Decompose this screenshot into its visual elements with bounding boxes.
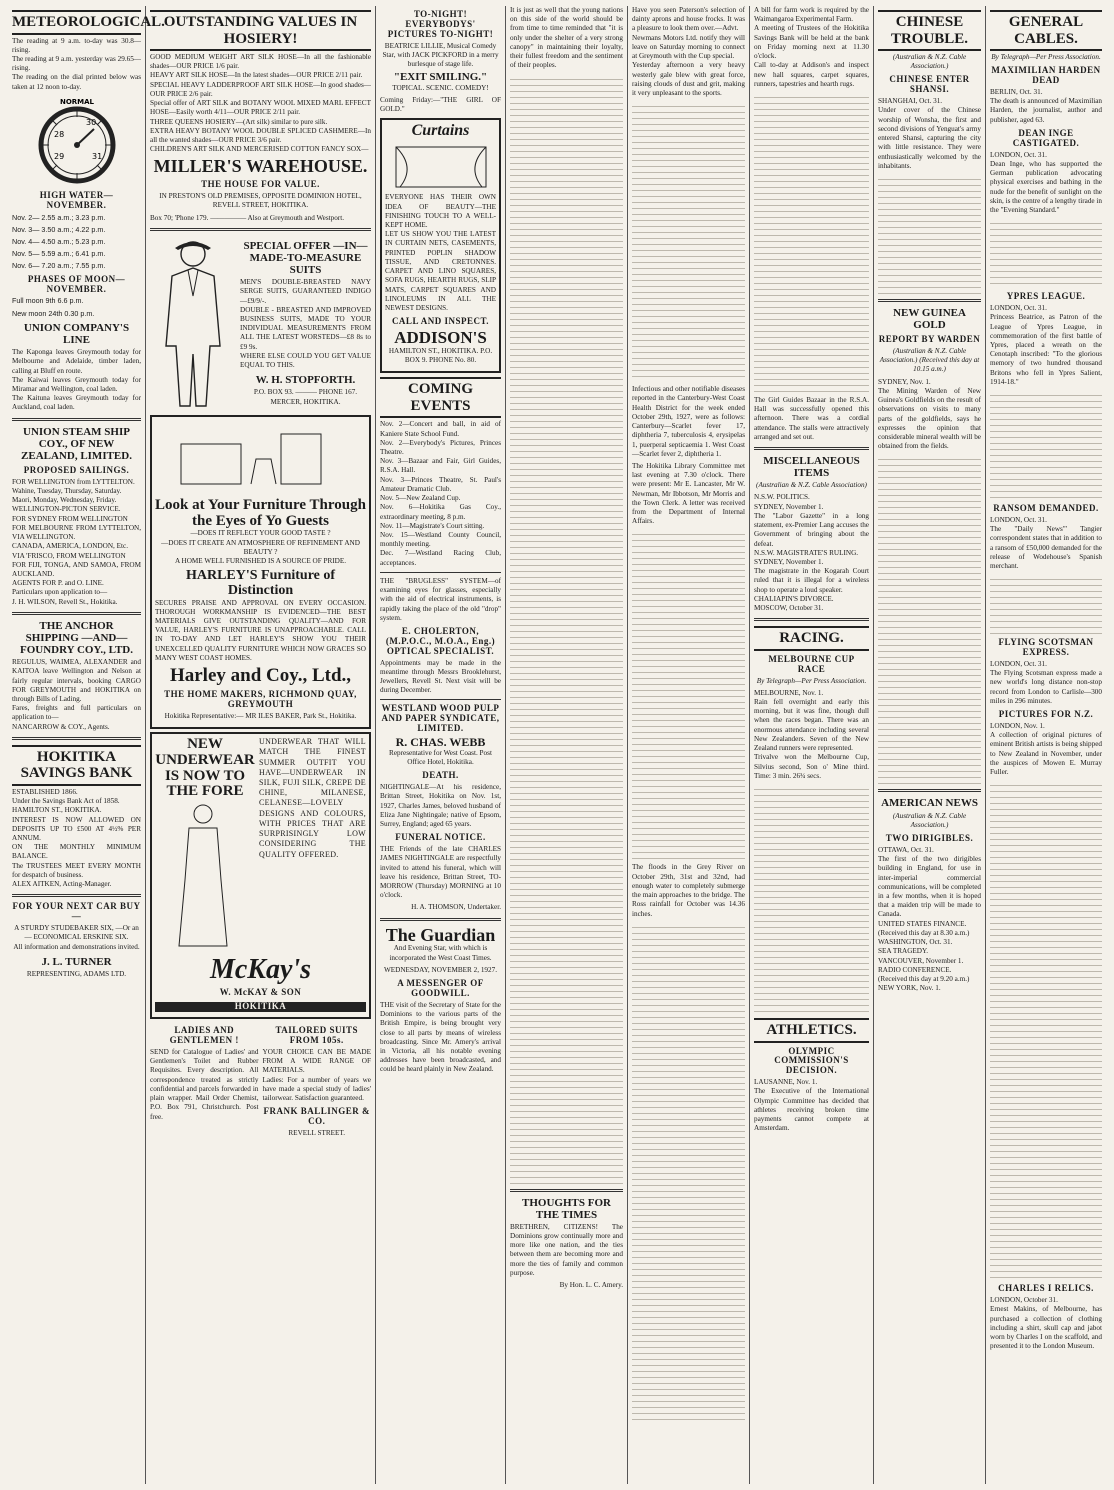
health-report-text: Infectious and other notifiable diseases reported in the Canterbury-West Coast Health District for the week ended October 29th, 1927, were as follows: Canterbury—Scarlet fever 17, diphtheria 7, tuberculosis 4, erysipelas 1, puerperal septicaemia 1. West Coast—Scarlet fever 2, diphtheria 1.: [632, 385, 745, 458]
optician-name: E. CHOLERTON, (M.P.O.C., M.O.A., Eng.) OPTICAL SPECIALIST.: [385, 625, 496, 656]
news-filler: [990, 574, 1102, 634]
news-filler: [990, 780, 1102, 1280]
american-text: OTTAWA, Oct. 31. The first of the two dirigibles building in England, for use in inter-imperial commercial communications, will be completed in a few months, when it is hoped that a maiden trip will be made to Canada. UNITED STATES FINANCE. (Received this day at 8.30 a.m.) WASHINGTON, Oct. 31. SEA TRAGEDY. VANCOUVER, November 1. RADIO CONFERENCE. (Received this day at 9.20 a.m.) NEW YORK, Nov. 1.: [878, 845, 981, 993]
coming-friday: Coming Friday:—"THE GIRL OF GOLD.": [380, 96, 501, 114]
athletics-text: LAUSANNE, Nov. 1. The Executive of the International Olympic Committee has decided that athletes receiving broken time payments cannot compete at Amsterdam.: [754, 1078, 869, 1133]
general-cables-title: GENERAL CABLES.: [990, 10, 1102, 51]
furniture-headline: Look at Your Furniture Through the Eyes of Yo Guests: [155, 496, 366, 529]
tailored-title: TAILORED SUITS FROM 105s.: [275, 1025, 359, 1046]
underwear-ad: [150, 732, 371, 1019]
general-cables-sub: By Telegraph—Per Press Association.: [991, 53, 1101, 61]
column-2: [146, 6, 376, 1484]
column-1: [8, 6, 165, 1484]
barometer-dial-icon: [22, 95, 132, 187]
high-water-title: HIGH WATER—NOVEMBER.: [39, 189, 114, 210]
high-water-row: Nov. 4— 4.50 a.m.; 5.23 p.m.: [12, 237, 106, 247]
divider: [754, 447, 869, 450]
column-6: [750, 6, 874, 1484]
goodwill-title: A MESSENGER OF GOODWILL.: [397, 978, 484, 999]
mckay-town: HOKITIKA: [155, 1002, 366, 1012]
floods-text: The floods in the Grey River on October 29th, 31st and 32nd, had enough water to completely submerge the main approaches to the bridge. The Ross rainfall for October was 14.36 inches.: [632, 863, 745, 918]
tailored-text: YOUR CHOICE CAN BE MADE FROM A WIDE RANGE OF MATERIALS. Ladies: For a number of years we have made a special study of ladies' tailorwear. Satisfaction guaranteed.: [262, 1048, 371, 1103]
exit-sub: TOPICAL. SCENIC. COMEDY!: [392, 83, 489, 92]
ransom-text: LONDON, Oct. 31. The "Daily News'" Tangier correspondent states that in addition to a ransom of £50,000 demanded for the release of Wodehouse's Spanish merchant.: [990, 515, 1102, 571]
high-water-row: Nov. 5— 5.59 a.m.; 6.41 p.m.: [12, 249, 106, 259]
harley-name: Harley and Coy., Ltd.,: [169, 665, 352, 687]
miller-warehouse: MILLER'S WAREHOUSE.: [153, 156, 368, 177]
new-guinea-cable: (Australian & N.Z. Cable Association.) (Received this day at 10.15 a.m.): [879, 347, 980, 374]
news-filler: [632, 922, 745, 1422]
optician-text: Appointments may be made in the meantime through Messrs Brooklehurst, Jewellers, Revell St. Next visit will be during December.: [380, 658, 501, 695]
guardian-date: WEDNESDAY, NOVEMBER 2, 1927.: [383, 965, 497, 974]
westland-title: WESTLAND WOOD PULP AND PAPER SYNDICATE, LIMITED.: [381, 703, 500, 734]
news-filler: [754, 784, 869, 1014]
divider: [12, 418, 141, 421]
news-filler: [878, 454, 981, 784]
ballinger-name: FRANK BALLINGER & CO.: [263, 1106, 370, 1127]
news-filler: [878, 174, 981, 294]
ladies-text: SEND for Catalogue of Ladies' and Gentlemen's Toilet and Rubber Requisites. Every description. All correspondence treated as strictly confidential and parcels forwarded in plain wrapper. Mail Order Chemist, P.O. Box 791, Christchurch. Post free.: [150, 1048, 259, 1121]
death-text: NIGHTINGALE—At his residence, Brittan Street, Hokitika on Nov. 1st, 1927, Charles James, beloved husband of Eliza Jane Nightingale; native of Epsom, Surrey, England; aged 65 years.: [380, 783, 501, 828]
addison-curtains-ad: [380, 118, 501, 374]
divider: [12, 894, 141, 897]
addison-name: ADDISON'S: [394, 328, 487, 348]
newspaper-page: [8, 6, 1106, 1484]
dial-number: 28: [53, 129, 64, 139]
savings-bank-title: HOKITIKA SAVINGS BANK: [12, 745, 141, 786]
webb-name: R. CHAS. WEBB: [395, 735, 486, 750]
column-4: [506, 6, 628, 1484]
pictures-nz-text: LONDON, Nov. 1. A collection of original pictures of eminent British artists is being shipped to New Zealand in November, under the auspices of Mowen E. Murray Fuller.: [990, 722, 1102, 777]
furniture-questions: —DOES IT REFLECT YOUR GOOD TASTE ? —DOES IT CREATE AN ATMOSPHERE OF REFINEMENT AND BEAUTY ? A HOME WELL FURNISHED IS A SOURCE OF PRIDE.: [161, 529, 360, 565]
chinese-trouble-title: CHINESE TROUBLE.: [878, 10, 981, 51]
divider: [510, 1189, 623, 1192]
editorial-filler: [510, 74, 623, 1184]
addison-sub: HAMILTON ST., HOKITIKA. P.O. BOX 9. PHONE No. 80.: [388, 346, 493, 365]
divider: [878, 299, 981, 302]
guardian-sub: And Evening Star, with which is incorporated the West Coast Times.: [389, 944, 492, 962]
divider: [380, 699, 501, 700]
thoughts-text: BRETHREN, CITIZENS! The Dominions grow continually more and more like one nation, and the ties between them are becoming more and more the ties of family and common purpose.: [510, 1222, 623, 1277]
thoughts-title: THOUGHTS FOR THE TIMES: [522, 1196, 611, 1221]
special-offer-title: SPECIAL OFFER —IN— MADE-TO-MEASURE SUITS: [243, 239, 368, 277]
inge-head: DEAN INGE CASTIGATED.: [1012, 127, 1080, 148]
ladies-title: LADIES AND GENTLEMEN !: [169, 1025, 239, 1046]
local-items-text: A bill for farm work is required by the Waimangaroa Experimental Farm. A meeting of Trustees of the Hokitika Savings Bank will be held at the bank on Friday morning next at 11.30 o'clock. Call to-day at Addison's and inspect new hall squares, carpet squares, runners, tapestries and hearth rugs.: [754, 6, 869, 88]
thoughts-author: By Hon. L. C. Amery.: [559, 1281, 623, 1290]
proposed-sailings: PROPOSED SAILINGS.: [23, 464, 130, 475]
car-ad-title: FOR YOUR NEXT CAR BUY—: [12, 901, 141, 922]
divider: [12, 737, 141, 740]
chinese-sub: (Australian & N.Z. Cable Association.): [892, 53, 967, 71]
mckay-sub: W. McKAY & SON: [219, 987, 302, 998]
new-guinea-title: NEW GUINEA GOLD: [893, 306, 966, 332]
athletics-sub: OLYMPIC COMMISSION'S DECISION.: [774, 1045, 849, 1076]
news-filler: [990, 218, 1102, 288]
divider: [150, 228, 371, 231]
ypres-text: LONDON, Oct. 31. Princess Beatrice, as Patron of the League of Ypres League, in commemoration of the first battle of Ypres, placed a wreath on the Cenotaph inscribed: "To the glorious memory of two hundred thousand Britons who fell in Ypres Salient, 1914-18.": [990, 304, 1102, 386]
ransom-head: RANSOM DEMANDED.: [993, 503, 1099, 514]
death-title: DEATH.: [422, 770, 459, 781]
chinese-text: SHANGHAI, Oct. 31. Under cover of the Chinese worship of Wonsha, the first and second divisions of Yenguat's army entered Shansi, capturing the city with little resistance. They were enthusiastically welcomed by the inhabitants.: [878, 97, 981, 170]
harley-distinction: HARLEY'S Furniture of Distinction: [185, 568, 336, 598]
car-ad-text: A STURDY STUDEBAKER SIX, —Or an— ECONOMICAL ERSKINE SIX. All information and demonstrations invited.: [13, 924, 140, 951]
athletics-title: ATHLETICS.: [754, 1018, 869, 1043]
anchor-shipping-text: REGULUS, WAIMEA, ALEXANDER and KAITOA leave Wellington and Nelson at fairly regular intervals, booking CARGO FOR GREYMOUTH and HOKITIKA on through Bills of Lading. Fares, freights and full particulars on application to— NANCARROW & COY., Agents.: [12, 658, 141, 731]
dial-number: 29: [53, 151, 64, 161]
column-3: [376, 6, 506, 1484]
brugless-text: THE "BRUGLESS" SYSTEM—of examining eyes for glasses, especially with the aid of electrical instruments, is rapidly taking the place of the old "drop" system.: [380, 576, 501, 622]
library-text: The Hokitika Library Committee met last evening at 7.30 o'clock. There were present: Mr E. Lancaster, Mr W. Newman, Mr Ibbotson, Mr Morris and the Town Clerk. A letter was received from the Department of Internal Affairs.: [632, 461, 745, 526]
meteorological-text: The reading at 9 a.m. to-day was 30.8—rising. The reading at 9 a.m. yesterday was 29.65—rising. The reading on the dial printed below was taken at 12 noon to-day.: [12, 36, 141, 91]
funeral-title: FUNERAL NOTICE.: [395, 832, 486, 843]
underwear-text: UNDERWEAR THAT WILL MATCH THE FINEST SUMMER OUTFIT YOU HAVE—UNDERWEAR IN SILK, FUJI SILK, CREPE DE CHINE, MILANESE, CELANESE—LOVELY DESIGNS AND COLOURS, WITH PRICES THAT ARE SURPRISINGLY LOW CONSIDERING THE QUALITY OFFERED.: [259, 737, 366, 859]
funeral-text: THE Friends of the late CHARLES JAMES NIGHTINGALE are respectfully invited to attend his funeral, which will leave his residence, Brittan Street, TO-MORROW (Thursday) MORNING at 10 o'clock.: [380, 845, 501, 900]
harden-head: MAXIMILIAN HARDEN DEAD: [991, 65, 1101, 86]
scotsman-text: LONDON, Oct. 31. The Flying Scotsman express made a new world's long distance non-stop record from London to Carlisle—300 miles in 296 minutes.: [990, 660, 1102, 705]
ballinger-sub: REVELL STREET.: [288, 1129, 346, 1138]
racing-sub: MELBOURNE CUP RACE: [768, 653, 855, 674]
harley-rep: Hokitika Representative:— MR ILES BAKER, Park St., Hokitika.: [164, 711, 357, 720]
anchor-shipping-title: THE ANCHOR SHIPPING —AND— FOUNDRY COY., LTD.: [20, 619, 133, 657]
news-filler: [632, 101, 745, 381]
savings-bank-text: ESTABLISHED 1866. Under the Savings Bank Act of 1858. HAMILTON ST., HOKITIKA. INTEREST IS NOW ALLOWED ON DEPOSITS UP TO £500 AT 4½% PER ANNUM. ON THE MONTHLY MINIMUM BALANCE. The TRUSTEES MEET EVERY MONTH for despatch of business. ALEX AITKEN, Acting-Manager.: [12, 787, 141, 889]
racing-text: MELBOURNE, Nov. 1. Rain fell overnight and early this morning, but it was fine, though dull when the races began. There was an enormous attendance including several New Zealanders. Seven of the New Zealand runners were represented. Trivalve won the Melbourne Cup, Silvius second, Son o' Mine third. Time: 3 min. 26¾ secs.: [754, 688, 869, 780]
misc-items-text: N.S.W. POLITICS. SYDNEY, November 1. The "Labor Gazette" in a long statement, ex-Premier Lang accuses the Government of bringing about the defeat. N.S.W. MAGISTRATE'S RULING. SYDNEY, November 1. The magistrate in the Kogarah Court ruled that it is illegal for a wireless shop to operate a loud speaker. CHALIAPIN'S DIVORCE. MOSCOW, October 31.: [754, 493, 869, 613]
new-guinea-text: SYDNEY, Nov. 1. The Mining Warden of New Guinea's Goldfields on the result of observations on visits to many parts of the goldfields, says he expresses the opinion that considerable mineral wealth will be obtained from the fields.: [878, 377, 981, 451]
harden-text: BERLIN, Oct. 31. The death is announced of Maximilian Harden, the journalist, author and publisher, aged 63.: [990, 88, 1102, 124]
webb-sub: Representative for West Coast. Post Office Hotel, Hokitika.: [389, 748, 492, 766]
high-water-row: Nov. 3— 3.50 a.m.; 4.22 p.m.: [12, 224, 106, 234]
divider: [878, 789, 981, 792]
moon-phase-row: New moon 24th 0.30 p.m.: [12, 308, 95, 318]
divider: [754, 618, 869, 621]
stopforth-sub: P.O. BOX 93. ——— PHONE 167. MERCER, HOKITIKA.: [253, 388, 358, 406]
local-news-text: Have you seen Paterson's selection of dainty aprons and house frocks. It was a pleasure to look them over.—Advt. Newmans Motors Ltd. notify they will leave on Saturday morning to connect at Greymouth with the Cup special. Yesterday afternoon a very heavy westerly gale blew with great force, raising clouds of dust and grit, making it very unpleasant to the sports.: [632, 6, 745, 97]
divider: [380, 572, 501, 573]
hosiery-title: OUTSTANDING VALUES IN HOSIERY!: [150, 10, 371, 51]
lingerie-illustration-icon: [155, 800, 251, 950]
underwear-headline: NEW UNDERWEAR IS NOW TO THE FORE: [155, 736, 255, 800]
misc-items-title: MISCELLANEOUS ITEMS: [763, 455, 860, 480]
divider: [380, 918, 501, 921]
pictures-text: BEATRICE LILLIE, Musical Comedy Star, with JACK PICKFORD in a merry burlesque of stage life.: [382, 41, 499, 69]
furniture-illustration-icon: [161, 424, 361, 494]
column-8: [986, 6, 1106, 1484]
new-guinea-sub: REPORT BY WARDEN: [878, 334, 981, 345]
harley-furniture-ad: [150, 415, 371, 729]
stopforth-name: W. H. STOPFORTH.: [255, 374, 356, 387]
miller-address: IN PRESTON'S OLD PREMISES, OPPOSITE DOMINION HOTEL, REVELL STREET, HOKITIKA.: [159, 192, 362, 210]
hosiery-text: GOOD MEDIUM WEIGHT ART SILK HOSE—In all the fashionable shades—OUR PRICE 1/6 pair. HEAVY ART SILK HOSE—In the latest shades—OUR PRICE 2/11 pair. SPECIAL HEAVY LADDERPROOF ART SILK HOSE—In good shades—OUR PRICE 2/6 pair. Special offer of ART SILK and BOTANY WOOL MIXED MARL EFFECT HOSE—Easily worth 4/11—OUR PRICE 2/11 pair. THREE QUEENS HOSIERY—(Art silk) similar to pure silk. EXTRA HEAVY BOTANY WOOL DOUBLE SPLICED CASHMERE—In all the wanted shades—OUR PRICE 3/6 pair. CHILDREN'S ART SILK AND MERCERISED COTTON FANCY SOX—: [150, 53, 371, 154]
turner-sub: REPRESENTING, ADAMS LTD.: [26, 969, 127, 978]
news-filler: [632, 529, 745, 859]
curtain-illustration-icon: [386, 143, 496, 189]
racing-by: By Telegraph—Per Press Association.: [756, 676, 867, 685]
suit-man-illustration-icon: [150, 236, 236, 412]
high-water-row: Nov. 6— 7.20 a.m.; 7.55 p.m.: [12, 261, 106, 271]
ypres-head: YPRES LEAGUE.: [1006, 291, 1086, 302]
curtains-text: EVERYONE HAS THEIR OWN IDEA OF BEAUTY—THE FINISHING TOUCH TO A WELL-KEPT HOME. LET US SHOW YOU THE LATEST IN CURTAIN NETS, CASEMENTS, PRINTED POPLIN SHADOW TISSUE, AND CRETONNES. CARPET AND LINO SQUARES, SOFA RUGS, HEARTH RUGS, SLIP MATS, CARPET SQUARES AND LINOLEUMS IN ALL THE NEWEST DESIGNS.: [385, 193, 496, 312]
meteorological-title: METEOROLOGICAL.: [12, 10, 141, 35]
special-offer-text: MEN'S DOUBLE-BREASTED NAVY SERGE SUITS, GUARANTEED INDIGO—£9/9/-. DOUBLE - BREASTED AND IMPROVED BUSINESS SUITS, MADE TO YOUR INDIVIDUAL MEASUREMENTS FROM ALL THE LATEST WORSTEDS—£8 8s to £9 9s. WHERE ELSE COULD YOU GET VALUE EQUAL TO THIS.: [240, 278, 371, 370]
coming-events-text: Nov. 2—Concert and ball, in aid of Kaniere State School Fund. Nov. 2—Everybody's Pictures, Princes Theatre. Nov. 3—Bazaar and Fair, Girl Guides, R.S.A. Hall. Nov. 3—Princes Theatre, St. Paul's Amateur Dramatic Club. Nov. 5—New Zealand Cup. Nov. 6—Hokitika Gas Coy., extraordinary meeting, 8 p.m. Nov. 11—Magistrate's Court sitting. Nov. 15—Westland County Council, monthly meeting. Dec. 7—Westland Racing Club, acceptances.: [380, 420, 501, 567]
union-line-text: The Kaponga leaves Greymouth today for Melbourne and Adelaide, timber laden, calling at Bluff en route. The Kaiwai leaves Greymouth today for Miramar and Wellington, coal laden. The Kaituna leaves Greymouth today for Auckland, coal laden.: [12, 348, 141, 412]
dial-number: 31: [91, 151, 102, 161]
inge-text: LONDON, Oct. 31. Dean Inge, who has supported the German publication advocating physical exercises and bathing in the nude for the benefit of sunlight on the skin, is the centre of a lengthy tirade in the "Evening Standard.": [990, 150, 1102, 214]
editorial-text: It is just as well that the young nations on this side of the world should be from time to time reminded that "it is only under the shelter of a very strong canopy" in maintaining their loyalty, their fullest freedom and the sentiment of their peoples.: [510, 6, 623, 70]
mckay-logo: McKay's: [209, 954, 312, 986]
misc-items-sub: (Australian & N.Z. Cable Association): [756, 481, 867, 490]
relics-head: CHARLES I RELICS.: [998, 1283, 1094, 1294]
coming-events-title: COMING EVENTS: [380, 377, 501, 418]
moon-phases-title: PHASES OF MOON—NOVEMBER.: [27, 273, 126, 294]
union-line-title: UNION COMPANY'S LINE: [23, 321, 130, 346]
column-5: [628, 6, 750, 1484]
racing-title: RACING.: [754, 626, 869, 651]
american-head: TWO DIRIGIBLES.: [885, 832, 974, 843]
american-sub: (Australian & N.Z. Cable Association.): [892, 811, 967, 829]
chinese-head: CHINESE ENTER SHANSI.: [889, 74, 970, 95]
exit-smiling: "EXIT SMILING.": [393, 71, 488, 84]
guardian-masthead: The Guardian: [385, 924, 496, 945]
harley-text: SECURES PRAISE AND APPROVAL ON EVERY OCCASION. THOROUGH WORKMANSHIP IS EVIDENCED—THE BEST MATERIALS GIVE OUTSTANDING QUALITY—AND FOR VALUE, HARLEY'S FURNITURE IS UNAPPROACHABLE. CALL IN TO-DAY AND LET HARLEY'S SHOW YOU THEIR UNEXCELLED QUALITY FURNITURE WHICH NOW GRACES SO MANY WEST COAST HOMES.: [155, 598, 366, 662]
turner-name: J. L. TURNER: [41, 955, 112, 968]
news-filler: [990, 390, 1102, 500]
dial-label: NORMAL: [59, 97, 94, 106]
pictures-header: TO-NIGHT! EVERYBODYS' PICTURES TO-NIGHT!: [387, 9, 494, 39]
high-water-row: Nov. 2— 2.55 a.m.; 3.23 p.m.: [12, 212, 106, 222]
dial-number: 30: [85, 117, 96, 127]
goodwill-text: THE visit of the Secretary of State for the Dominions to the various parts of the British Empire, is being brought very close to all parts by means of wireless broadcasting. Since Mr. Amery's arrival in Victoria, all his notable evening addresses have been broadcasted, and could be heard plainly in New Zealand.: [380, 1000, 501, 1074]
bazaar-text: The Girl Guides Bazaar in the R.S.A. Hall was successfully opened this afternoon. There was a cordial attendance. The stalls were attractively arranged and set out.: [754, 395, 869, 441]
scotsman-head: FLYING SCOTSMAN EXPRESS.: [998, 637, 1094, 658]
relics-text: LONDON, October 31. Ernest Makins, of Melbourne, has purchased a collection of clothing including a shirt, skull cap and jabot worn by Charles I on the scaffold, and presented it to the London Museum.: [990, 1296, 1102, 1351]
american-news-title: AMERICAN NEWS: [881, 797, 978, 810]
moon-phase-row: Full moon 9th 6.6 p.m.: [12, 296, 84, 306]
column-7: [874, 6, 986, 1484]
pictures-nz-head: PICTURES FOR N.Z.: [998, 709, 1094, 720]
union-steam-ship-title: UNION STEAM SHIP COY., OF NEW ZEALAND, LIMITED.: [21, 425, 132, 462]
funeral-signature: H. A. THOMSON, Undertaker.: [411, 903, 501, 912]
sailings-text: FOR WELLINGTON from LYTTELTON. Wahine, Tuesday, Thursday, Saturday. Maori, Monday, Wednesday, Friday. WELLINGTON-PICTON SERVICE. FOR SYDNEY FROM WELLINGTON FOR MELBOURNE FROM LYTTELTON, VIA WELLINGTON. CANADA, AMERICA, LONDON, Etc. VIA 'FRISCO, FROM WELLINGTON FOR FIJI, TONGA, AND SAMOA, FROM AUCKLAND. AGENTS FOR P. and O. LINE. Particulars upon application to— J. H. WILSON, Revell St., Hokitika.: [12, 477, 141, 606]
miller-sub: THE HOUSE FOR VALUE.: [201, 179, 320, 190]
curtains-title: Curtains: [411, 121, 470, 139]
divider: [12, 612, 141, 615]
call-inspect: CALL AND INSPECT.: [391, 316, 490, 327]
news-filler: [754, 92, 869, 392]
harley-sub: THE HOME MAKERS, RICHMOND QUAY, GREYMOUTH: [164, 689, 357, 709]
miller-box: Box 70; 'Phone 179. ————— Also at Greymouth and Westport.: [150, 213, 345, 222]
